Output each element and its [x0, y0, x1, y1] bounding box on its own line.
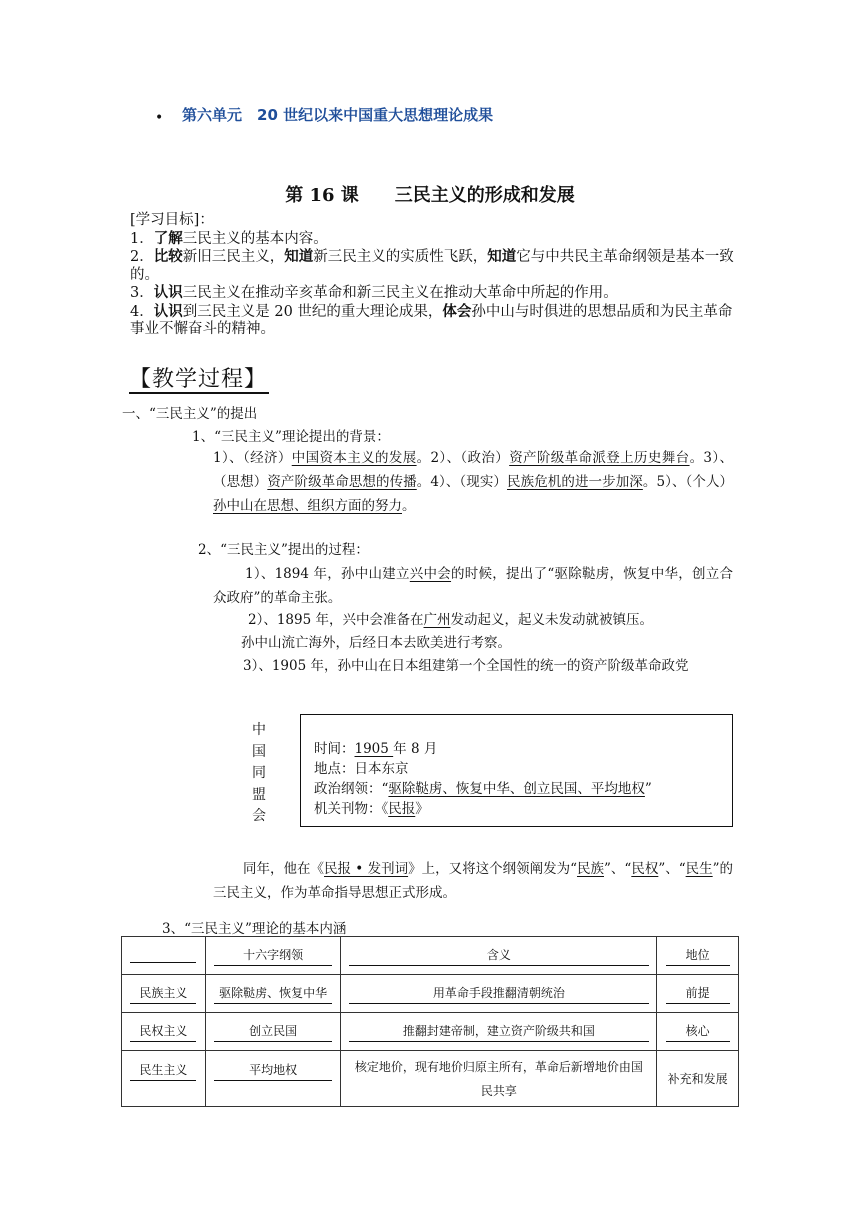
subsection-process-title: 2、“三民主义”提出的过程：: [198, 542, 369, 558]
cell-text: 用革命手段推翻清朝统治: [349, 984, 649, 1004]
process-paragraph-2: [248, 608, 653, 632]
objective-text: 它与中共民主革命纲领是基本一致的。: [130, 249, 734, 283]
tongmenghui-info-box: [300, 714, 733, 827]
underlined-text: 民族: [576, 861, 604, 877]
text: 年 8 月: [393, 741, 438, 757]
table-header-cell: [122, 937, 206, 975]
text: 时间：: [314, 741, 355, 757]
section-1-title: 一、“三民主义”的提出: [122, 406, 258, 422]
table-cell: [205, 1051, 341, 1107]
text: 机关刊物：《: [314, 801, 389, 817]
box-program: [314, 779, 732, 799]
underlined-text: 驱除鞑虏、恢复中华、创立民国、平均地权: [388, 781, 645, 797]
cell-text: 补充和发展: [667, 1071, 728, 1086]
underlined-text: 1905: [354, 741, 394, 757]
teaching-process-heading: 【教学过程】: [129, 367, 268, 392]
cell-text: 推翻封建帝制，建立资产阶级共和国: [349, 1022, 649, 1042]
cell-text: 核心: [666, 1022, 730, 1042]
table-cell: [122, 1013, 206, 1051]
table-cell: [657, 975, 739, 1013]
vertical-char: 国: [252, 743, 266, 760]
cell-text: 平均地权: [214, 1061, 332, 1081]
background-paragraph: [213, 446, 733, 518]
underlined-text: 资产阶级革命派登上历史舞台: [509, 450, 690, 466]
table-cell: [341, 1051, 657, 1107]
list-bullet: •: [155, 110, 164, 126]
objective-text: 三民主义的基本内容。: [182, 230, 328, 247]
objective-number: 2．: [130, 249, 154, 265]
subsection-background-title: 1、“三民主义”理论提出的背景：: [192, 429, 390, 445]
table-header-cell: [341, 937, 657, 975]
table-cell: [657, 1051, 739, 1107]
table-cell: [205, 1013, 341, 1051]
process-paragraph-4: 3）、1905 年，孙中山在日本组建第一个全国性的统一的资产阶级革命政党: [243, 658, 689, 674]
table-cell: [341, 1013, 657, 1051]
text: 》: [415, 801, 429, 817]
text: ”、“: [604, 861, 632, 877]
box-paper: [314, 799, 732, 819]
underlined-text: 民生: [685, 861, 713, 877]
box-time: [314, 739, 732, 759]
table-header-cell: [657, 937, 739, 975]
objective-item: [130, 284, 735, 303]
cell-text: 前提: [666, 984, 730, 1004]
objectives-heading: [学习目标]：: [130, 212, 214, 228]
table-cell: [341, 975, 657, 1013]
box-place: 地点：日本东京: [314, 761, 409, 777]
table-header-cell: [205, 937, 341, 975]
text: 1）、（经济）: [213, 450, 292, 466]
text: 1）、1894 年，孙中山建立: [245, 566, 410, 582]
process-paragraph-3: 孙中山流亡海外，后经日本去欧美进行考察。: [241, 635, 511, 651]
text: 。4）、（现实）: [416, 474, 508, 490]
cell-text: 核定地价，现有地价归原主所有，革命后新增地价由国民共享: [354, 1059, 643, 1098]
header-text: 十六字纲领: [214, 946, 332, 966]
table-row: [122, 975, 739, 1013]
underlined-text: 广州: [423, 612, 451, 628]
objective-number: 1．: [130, 230, 154, 247]
underlined-text: 民权: [631, 861, 659, 877]
vertical-char: 中: [252, 722, 266, 738]
objective-item: [130, 230, 735, 249]
objective-keyword: 体会: [442, 302, 472, 320]
table-row: [122, 1013, 739, 1051]
cell-text: 创立民国: [214, 1022, 332, 1042]
objective-keyword: 认识: [153, 284, 183, 301]
underlined-text: 孙中山在思想、组织方面的努力: [213, 498, 402, 514]
objective-number: 4．: [130, 303, 154, 320]
vertical-char: 同: [252, 765, 266, 781]
underlined-text: 中国资本主义的发展: [291, 450, 417, 466]
objective-text: 孙中山与时俱进的思想品质和为民主革命事业不懈奋斗的精神。: [130, 303, 733, 337]
subsection-content-title: 3、“三民主义”理论的基本内涵: [162, 921, 347, 937]
text: 同年，他在《: [243, 861, 325, 877]
cell-text: 民族主义: [130, 984, 196, 1004]
vertical-char: 会: [252, 808, 266, 824]
header-text: [130, 946, 196, 963]
heading-underline: [129, 392, 269, 394]
underlined-text: 民报 • 发刊词: [324, 861, 409, 877]
table-cell: [657, 1013, 739, 1051]
vertical-char: 盟: [252, 786, 266, 803]
learning-objectives: [130, 212, 735, 339]
text: 。: [402, 498, 416, 514]
objective-text: 新三民主义的实质性飞跃，: [313, 249, 488, 265]
objective-text: 新旧三民主义，: [182, 249, 285, 265]
text: ”的三民主义，作为革命指导思想正式形成。: [213, 861, 734, 901]
process-paragraph-1: [213, 562, 733, 610]
lesson-title: 第 16 课 三民主义的形成和发展: [285, 185, 575, 206]
text: 》上，又将这个纲领阐发为“: [408, 861, 577, 877]
header-text: 地位: [666, 946, 730, 966]
underlined-text: 资产阶级革命思想的传播: [267, 474, 417, 490]
header-text: 含义: [349, 946, 649, 966]
table-header-row: [122, 937, 739, 975]
table-cell: [122, 975, 206, 1013]
text: ”: [644, 781, 652, 797]
text: 2）、1895 年，兴中会准备在: [248, 612, 424, 628]
objective-keyword: 了解: [153, 229, 183, 247]
text: 发动起义，起义未发动就被镇压。: [450, 612, 653, 628]
objective-item: [130, 248, 735, 284]
objective-keyword: 认识: [153, 302, 183, 320]
underlined-text: 民族危机的进一步加深: [507, 474, 643, 490]
vertical-label-tongmenghui: [250, 720, 268, 828]
text: 。5）、（个人）: [642, 474, 734, 490]
text: 。2）、（政治）: [416, 450, 510, 466]
unit-title: 第六单元 20 世纪以来中国重大思想理论成果: [182, 106, 494, 124]
text: 的时候，提出了“驱除鞑虏，恢复中华，创立合众政府”的革命主张。: [213, 566, 734, 606]
objective-item: [130, 303, 735, 339]
process-paragraph-5: [213, 857, 733, 905]
objective-keyword: 知道: [487, 248, 517, 265]
objective-number: 3．: [130, 285, 154, 301]
objective-text: 到三民主义是 20 世纪的重大理论成果，: [182, 303, 443, 320]
table-cell: [205, 975, 341, 1013]
underlined-text: 兴中会: [409, 566, 452, 582]
table-row: [122, 1051, 739, 1107]
objective-text: 三民主义在推动辛亥革命和新三民主义在推动大革命中所起的作用。: [182, 285, 618, 301]
underlined-text: 民报: [388, 801, 416, 817]
table-cell: [122, 1051, 206, 1107]
text: ”、“: [658, 861, 686, 877]
text: 政治纲领：“: [314, 781, 389, 797]
cell-text: 民权主义: [130, 1022, 196, 1042]
sanmin-content-table: [121, 936, 739, 1107]
objective-keyword: 比较: [153, 248, 183, 265]
cell-text: 民生主义: [130, 1061, 196, 1081]
cell-text: 驱除鞑虏、恢复中华: [214, 984, 332, 1004]
objective-keyword: 知道: [284, 248, 314, 265]
text: 。3）、（思想）: [213, 450, 734, 490]
